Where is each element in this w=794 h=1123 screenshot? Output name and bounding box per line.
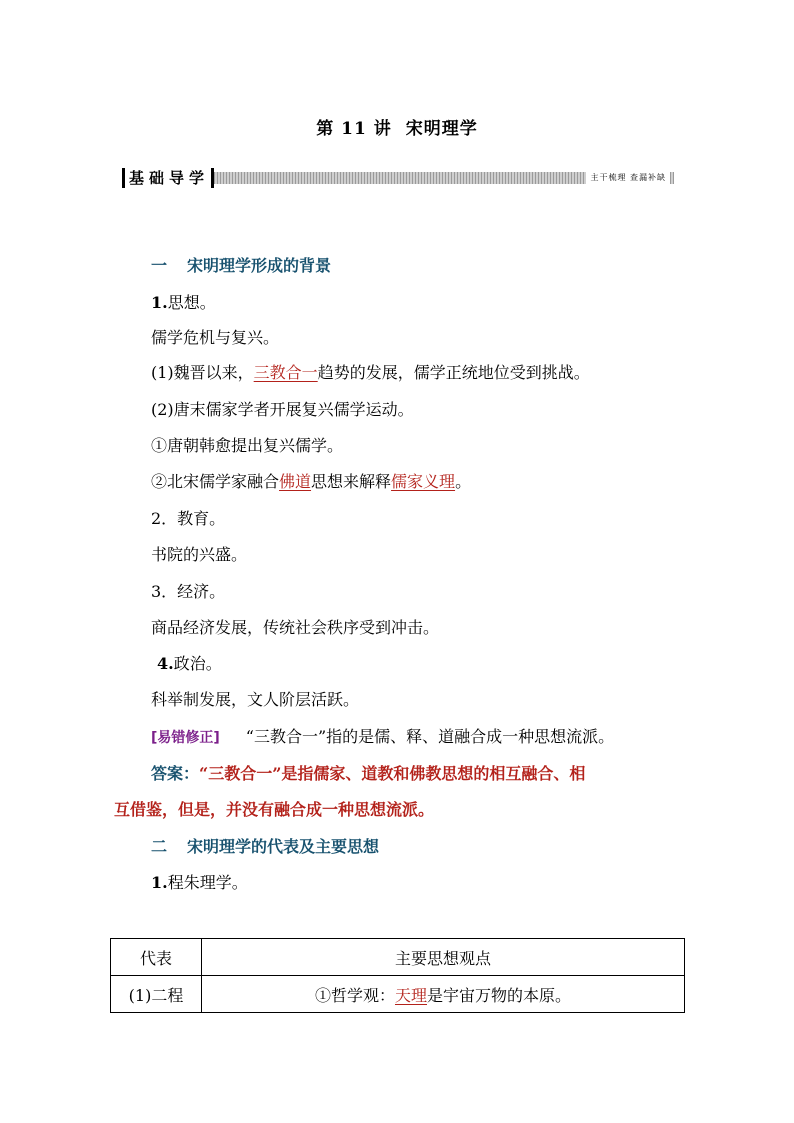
keyword-sanjiao: 三教合一 bbox=[253, 363, 318, 382]
section-2-heading: 二 宋明理学的代表及主要思想 bbox=[151, 837, 380, 856]
answer-label: 答案： bbox=[151, 764, 200, 783]
note-text: “三教合一”指的是儒、释、道融合成一种思想流派。 bbox=[245, 727, 615, 746]
item-4-text: 科举制发展，文人阶层活跃。 bbox=[151, 690, 360, 709]
item-4: 4.政治。 bbox=[157, 654, 222, 673]
answer-line-2: 互借鉴，但是，并没有融合成一种思想流派。 bbox=[114, 800, 435, 819]
table-header-row bbox=[111, 939, 685, 976]
table-cell: (1)二程 bbox=[111, 976, 202, 1013]
banner-label: 基础导学 bbox=[122, 168, 214, 188]
item-2-text: 书院的兴盛。 bbox=[151, 545, 248, 564]
section-2-item-1: 1.程朱理学。 bbox=[151, 873, 248, 892]
paragraph-3: ①唐朝韩愈提出复兴儒学。 bbox=[151, 436, 344, 455]
item-2: 2．教育。 bbox=[151, 509, 226, 528]
paragraph-2: (2)唐末儒家学者开展复兴儒学运动。 bbox=[151, 400, 414, 419]
keyword-rujia: 儒家义理 bbox=[391, 472, 456, 491]
section-1-heading: 一 宋明理学形成的背景 bbox=[151, 256, 332, 275]
item-3: 3．经济。 bbox=[151, 582, 226, 601]
note bbox=[151, 727, 614, 748]
keyword-fodao: 佛道 bbox=[279, 472, 312, 491]
thought-table bbox=[110, 938, 685, 1013]
lecture-name: 宋明理学 bbox=[405, 119, 478, 139]
paragraph-1: (1)魏晋以来，三教合一趋势的发展，儒学正统地位受到挑战。 bbox=[151, 363, 590, 382]
banner-tag: 主干梳理 查漏补缺 bbox=[586, 170, 670, 185]
note-label: [易错修正] bbox=[151, 730, 220, 746]
item-3-text: 商品经济发展，传统社会秩序受到冲击。 bbox=[151, 618, 440, 637]
answer-line-1: 答案：“三教合一”是指儒家、道教和佛教思想的相互融合、相 bbox=[151, 764, 586, 783]
lecture-number: 第 11 讲 bbox=[316, 119, 392, 139]
paragraph-4: ②北宋儒学家融合佛道思想来解释儒家义理。 bbox=[151, 472, 472, 491]
section-banner bbox=[122, 168, 674, 188]
table-row bbox=[111, 976, 685, 1013]
table-header: 代表 bbox=[111, 939, 202, 976]
keyword-tianli: 天理 bbox=[394, 985, 427, 1005]
item-1-text: 儒学危机与复兴。 bbox=[151, 328, 280, 347]
table-cell: ①哲学观：天理是宇宙万物的本原。 bbox=[202, 976, 685, 1013]
page-title bbox=[0, 114, 794, 139]
item-1: 1.思想。 bbox=[151, 293, 216, 312]
table-header: 主要思想观点 bbox=[202, 939, 685, 976]
